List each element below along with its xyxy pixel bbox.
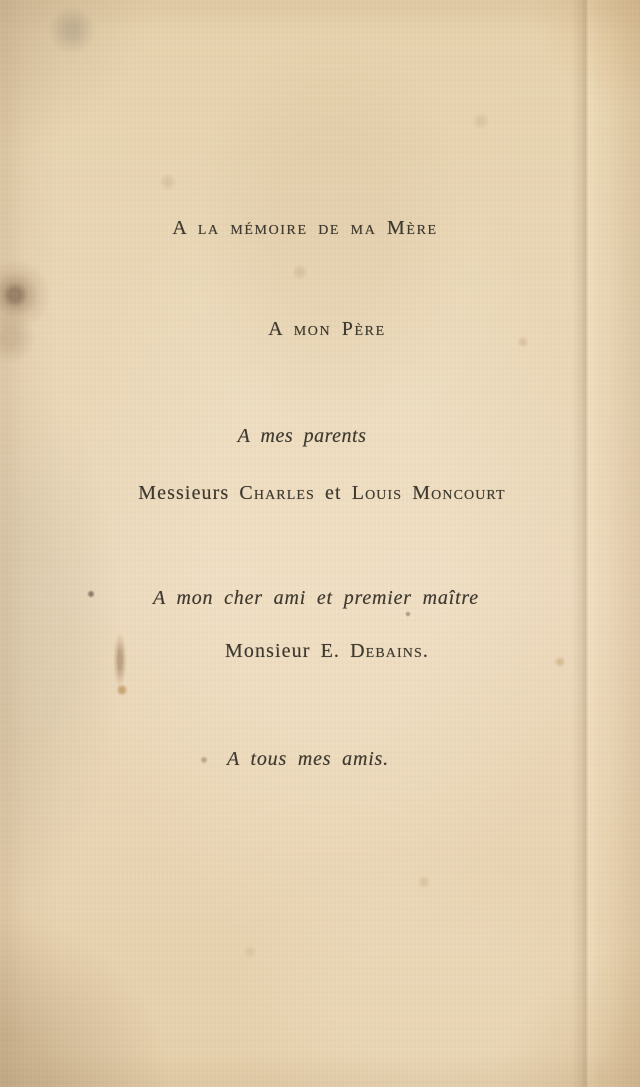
name-louis-moncourt: Louis Moncourt bbox=[351, 482, 506, 504]
dedication-line-maitre: A mon cher ami et premier maître bbox=[153, 587, 479, 609]
dedication-line-messieurs bbox=[2, 483, 640, 503]
dedication-line-amis: A tous mes amis. bbox=[227, 748, 389, 770]
messieurs-prefix: Messieurs bbox=[138, 482, 230, 504]
dedication-line-mother: A la mémoire de ma Mère bbox=[172, 217, 438, 239]
dedication-line-father: A mon Père bbox=[268, 318, 386, 340]
dedication-line-debains bbox=[7, 641, 640, 661]
name-debains: Debains. bbox=[350, 640, 429, 662]
page-fold-crease bbox=[585, 0, 586, 1087]
name-charles: Charles bbox=[239, 482, 315, 504]
dedication-line-parents: A mes parents bbox=[237, 425, 367, 447]
conjunction-et: et bbox=[325, 482, 342, 504]
monsieur-prefix: Monsieur E. bbox=[225, 640, 341, 662]
